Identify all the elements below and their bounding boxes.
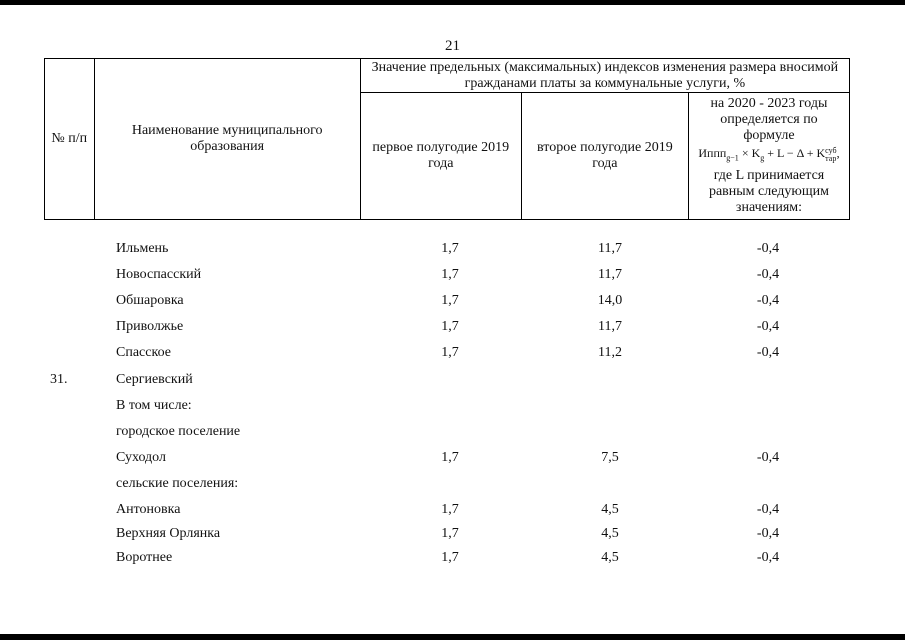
table-row: Приволжье 1,7 11,7 -0,4 <box>116 319 780 334</box>
table-row: сельские поселения: <box>116 476 239 491</box>
table-row: 31. Сергиевский <box>50 372 193 387</box>
table-row: Новоспасский 1,7 11,7 -0,4 <box>116 267 780 282</box>
table-row: Спасское 1,7 11,2 -0,4 <box>116 345 780 360</box>
header-number-column: № п/п <box>45 59 95 220</box>
page-number: 21 <box>445 38 460 54</box>
table-row: Антоновка 1,7 4,5 -0,4 <box>116 502 780 517</box>
scan-bottom-edge <box>0 634 905 640</box>
table-row: Ильмень 1,7 11,7 -0,4 <box>116 241 780 256</box>
table-row: Воротнее 1,7 4,5 -0,4 <box>116 550 780 565</box>
formula-explanation: где L принимается равным следующим значениям: <box>708 167 829 215</box>
header-first-half-2019: первое полугодие 2019 года <box>360 93 521 220</box>
header-index-group: Значение предельных (максимальных) индексов изменения размера вносимой гражданами платы за коммунальные услуги, % <box>360 59 849 93</box>
table-row: Обшаровка 1,7 14,0 -0,4 <box>116 293 780 308</box>
formula: Иппп$_{g-1}$ × $K_g + L - \Delta$ + Kсуб тар, <box>698 145 840 163</box>
formula-intro: на 2020 - 2023 годы определяется по формуле <box>710 96 828 144</box>
header-name-column: Наименование муниципального образования <box>94 59 360 220</box>
table-row: городское поселение <box>116 424 241 439</box>
table-row: В том числе: <box>116 398 192 413</box>
table-row: Верхняя Орлянка 1,7 4,5 -0,4 <box>116 526 780 541</box>
header-second-half-2019: второе полугодие 2019 года <box>521 93 688 220</box>
table-row: Суходол 1,7 7,5 -0,4 <box>116 450 780 465</box>
